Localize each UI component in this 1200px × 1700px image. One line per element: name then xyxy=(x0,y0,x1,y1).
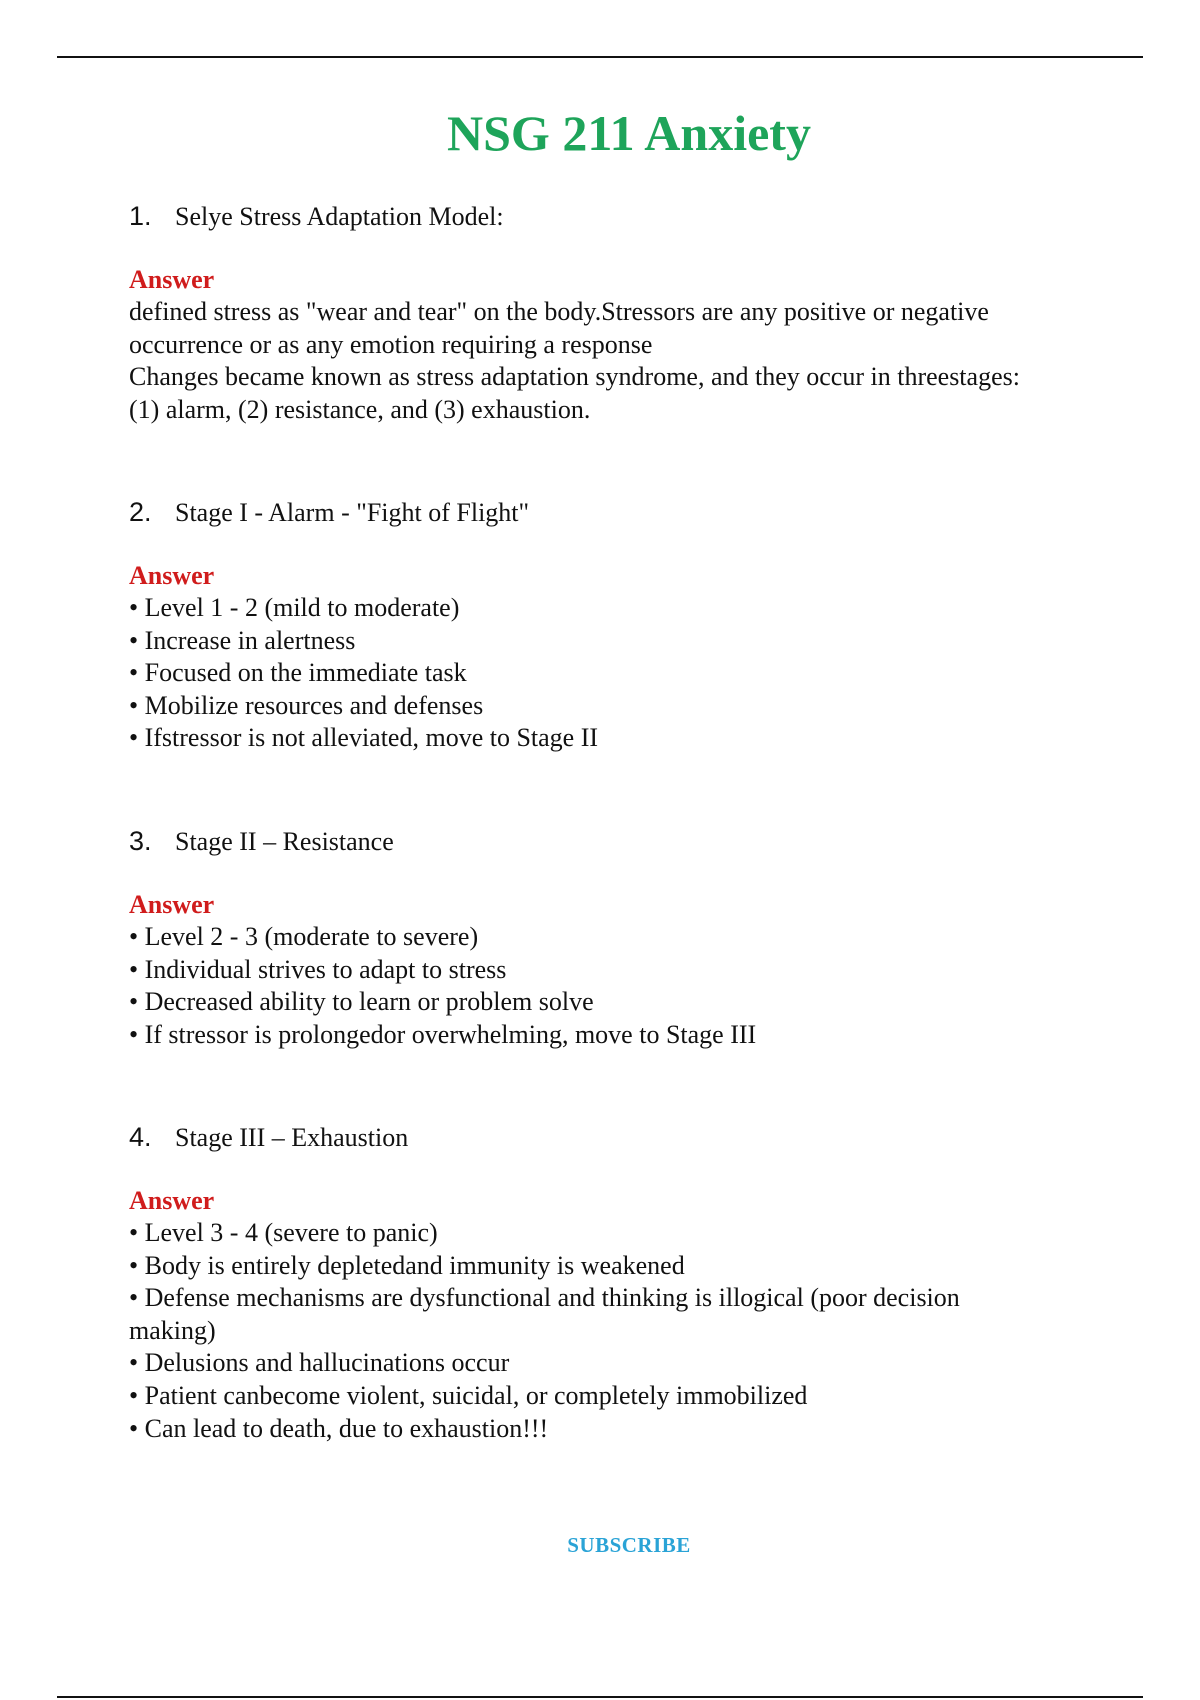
question-heading xyxy=(129,494,1119,530)
question-text: Selye Stress Adaptation Model: xyxy=(175,202,504,231)
answer-line: • Ifstressor is not alleviated, move to Stage II xyxy=(129,723,599,753)
question-text: Stage I - Alarm - "Fight of Flight" xyxy=(175,498,530,527)
bottom-divider xyxy=(57,1696,1143,1698)
top-divider xyxy=(57,56,1143,58)
question-heading xyxy=(129,823,1119,859)
document-title: NSG 211 Anxiety xyxy=(447,105,811,161)
answer-body xyxy=(129,592,1119,755)
answer-line: • Decreased ability to learn or problem solve xyxy=(129,987,594,1017)
answer-line: • Level 2 - 3 (moderate to severe) xyxy=(129,922,479,951)
answer-label: Answer xyxy=(129,561,215,590)
answer-line: • Defense mechanisms are dysfunctional and thinking is illogical (poor decision xyxy=(129,1283,960,1313)
answer-line: • Delusions and hallucinations occur xyxy=(129,1348,510,1378)
answer-body xyxy=(129,1217,1119,1445)
answer-line: • Level 3 - 4 (severe to panic) xyxy=(129,1218,438,1247)
answer-label: Answer xyxy=(129,1186,215,1215)
answer-line: making) xyxy=(129,1315,216,1345)
question-block xyxy=(129,494,1119,755)
answer-label: Answer xyxy=(129,890,215,919)
answer-line: Changes became known as stress adaptation syndrome, and they occur in threestages: xyxy=(129,362,1020,392)
question-number: 4. xyxy=(129,1122,152,1152)
answer-body xyxy=(129,921,1119,1051)
subscribe-link[interactable]: SUBSCRIBE xyxy=(567,1533,691,1557)
question-number: 3. xyxy=(129,826,152,856)
answer-line: defined stress as "wear and tear" on the body.Stressors are any positive or negative xyxy=(129,297,989,326)
question-number: 2. xyxy=(129,497,152,527)
question-text: Stage III – Exhaustion xyxy=(175,1123,409,1152)
answer-line: • Body is entirely depletedand immunity is weakened xyxy=(129,1250,685,1280)
question-heading xyxy=(129,1119,1119,1155)
answer-label: Answer xyxy=(129,265,215,294)
answer-line: • Mobilize resources and defenses xyxy=(129,690,484,720)
answer-line: • Individual strives to adapt to stress xyxy=(129,954,507,984)
question-number: 1. xyxy=(129,201,152,231)
question-block xyxy=(129,1119,1119,1445)
answer-line: • Focused on the immediate task xyxy=(129,658,467,688)
question-block xyxy=(129,823,1119,1051)
answer-line: • Level 1 - 2 (mild to moderate) xyxy=(129,593,460,622)
question-block xyxy=(129,198,1119,426)
answer-body xyxy=(129,296,1119,426)
question-heading xyxy=(129,198,1119,234)
answer-line: occurrence or as any emotion requiring a response xyxy=(129,329,653,359)
answer-line: • Can lead to death, due to exhaustion!!! xyxy=(129,1413,549,1443)
answer-line: • Increase in alertness xyxy=(129,625,356,655)
answer-line: • Patient canbecome violent, suicidal, or completely immobilized xyxy=(129,1380,808,1410)
answer-line: (1) alarm, (2) resistance, and (3) exhaustion. xyxy=(129,394,591,424)
question-text: Stage II – Resistance xyxy=(175,827,394,856)
answer-line: • If stressor is prolongedor overwhelming, move to Stage III xyxy=(129,1019,757,1049)
